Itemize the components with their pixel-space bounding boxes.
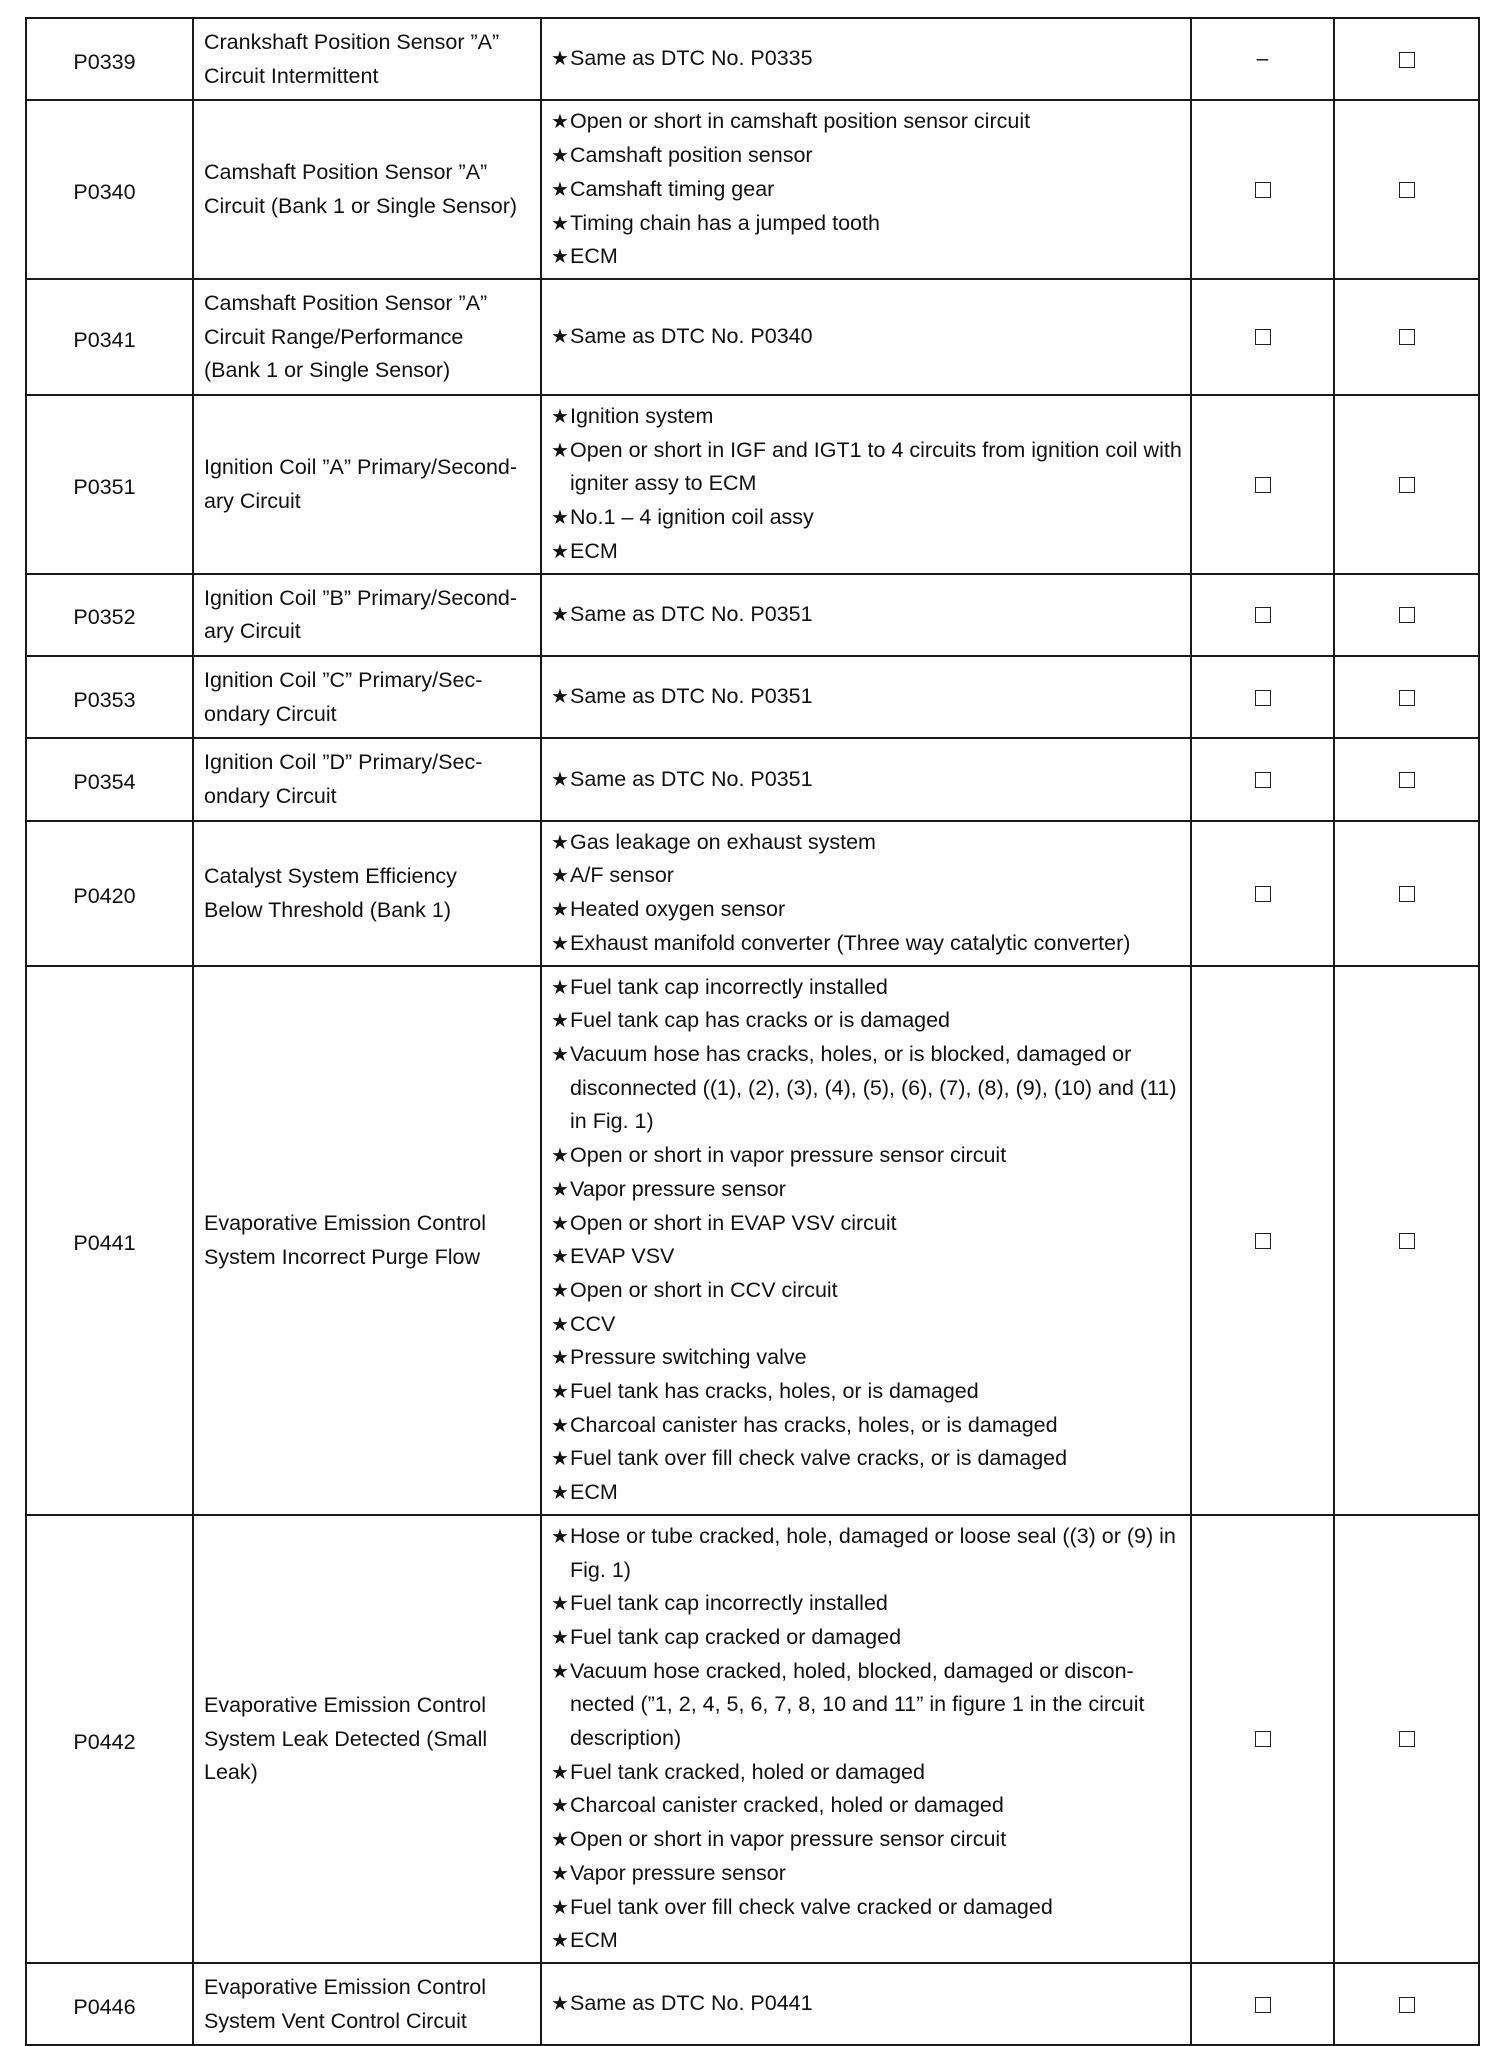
trouble-area-item [551,927,1182,961]
checkbox-icon [1399,477,1415,493]
trouble-area-text: ECM [570,244,618,269]
detection-item [193,100,541,279]
trouble-area-text: Ignition system [570,404,714,429]
dtc-code: P0441 [26,966,193,1515]
detection-item-line: System Leak Detected (Small [204,1726,488,1751]
trouble-area-text: Fuel tank cap cracked or damaged [570,1624,902,1649]
trouble-area-text: Heated oxygen sensor [570,897,786,922]
trouble-area-text: Fuel tank cracked, holed or damaged [570,1759,925,1784]
trouble-area-item [551,207,1182,241]
trouble-area-list [541,574,1191,656]
detection-item-line: Ignition Coil ”B” Primary/Second- [204,585,518,610]
star-bullet-icon: ★ [551,1993,569,2016]
trouble-area-item [551,1756,1182,1790]
star-bullet-icon: ★ [551,1862,569,1885]
dtc-row-p0352 [26,574,1479,656]
detection-item-line: Ignition Coil ”D” Primary/Sec- [204,750,483,775]
star-bullet-icon: ★ [551,1043,569,1066]
memory-cell [1334,279,1479,395]
trouble-area-list [541,395,1191,574]
star-bullet-icon: ★ [551,507,569,530]
star-bullet-icon: ★ [551,246,569,269]
star-bullet-icon: ★ [551,1930,569,1953]
star-bullet-icon: ★ [551,145,569,168]
star-bullet-icon: ★ [551,406,569,429]
star-bullet-icon: ★ [551,1178,569,1201]
trouble-area-item [551,1520,1182,1587]
detection-item-line: Evaporative Emission Control [204,1692,487,1717]
trouble-area-item [551,826,1182,860]
memory-cell [1334,100,1479,279]
trouble-area-text: Same as DTC No. P0340 [570,324,813,349]
trouble-area-item [551,400,1182,434]
dtc-row-p0351 [26,395,1479,574]
trouble-area-item [551,1655,1182,1756]
dtc-row-p0420 [26,821,1479,966]
trouble-area-text: Vapor pressure sensor [570,1176,786,1201]
star-bullet-icon: ★ [551,1414,569,1437]
dtc-code: P0351 [26,395,193,574]
checkbox-icon [1399,182,1415,198]
trouble-area-item [551,1240,1182,1274]
memory-cell [1334,574,1479,656]
detection-item-line: (Bank 1 or Single Sensor) [204,358,451,383]
trouble-area-text: Same as DTC No. P0335 [570,46,813,71]
mil-cell [1191,1515,1334,1963]
mil-cell [1191,18,1334,100]
star-bullet-icon: ★ [551,1279,569,1302]
dash-icon: – [1256,47,1269,71]
checkbox-icon [1399,772,1415,788]
trouble-area-text: Open or short in vapor pressure sensor circuit [570,1827,1007,1852]
star-bullet-icon: ★ [551,1660,569,1683]
trouble-area-list [541,279,1191,395]
trouble-area-item [551,1207,1182,1241]
star-bullet-icon: ★ [551,831,569,854]
detection-item [193,656,541,738]
detection-item [193,821,541,966]
trouble-area-item [551,434,1182,501]
trouble-area-text: Hose or tube cracked, hole, damaged or loose seal ((3) or (9) in Fig. 1) [570,1523,1176,1582]
memory-cell [1334,395,1479,574]
star-bullet-icon: ★ [551,1593,569,1616]
detection-item-line: Circuit Intermittent [204,63,379,88]
checkbox-icon [1255,1997,1271,2013]
dtc-code: P0442 [26,1515,193,1963]
mil-cell [1191,656,1334,738]
trouble-area-item [551,1139,1182,1173]
star-bullet-icon: ★ [551,1525,569,1548]
detection-item-line: ondary Circuit [204,701,337,726]
checkbox-icon [1399,1731,1415,1747]
trouble-area-item [551,320,1182,354]
detection-item-line: Below Threshold (Bank 1) [204,897,451,922]
memory-cell [1334,738,1479,820]
detection-item-line: Catalyst System Efficiency [204,863,457,888]
star-bullet-icon: ★ [551,48,569,71]
checkbox-icon [1399,607,1415,623]
star-bullet-icon: ★ [551,1246,569,1269]
dtc-code: P0341 [26,279,193,395]
trouble-area-item [551,1341,1182,1375]
trouble-area-text: Fuel tank over fill check valve cracks, or is damaged [570,1446,1068,1471]
trouble-area-text: Vapor pressure sensor [570,1860,786,1885]
star-bullet-icon: ★ [551,178,569,201]
mil-cell [1191,738,1334,820]
dtc-code: P0353 [26,656,193,738]
memory-cell [1334,18,1479,100]
trouble-area-item [551,1308,1182,1342]
trouble-area-item [551,1004,1182,1038]
star-bullet-icon: ★ [551,1212,569,1235]
star-bullet-icon: ★ [551,603,569,626]
trouble-area-item [551,1442,1182,1476]
detection-item [193,1963,541,2045]
trouble-area-text: Fuel tank has cracks, holes, or is damaged [570,1379,979,1404]
checkbox-icon [1399,329,1415,345]
trouble-area-list [541,1963,1191,2045]
star-bullet-icon: ★ [551,1347,569,1370]
detection-item [193,966,541,1515]
trouble-area-text: No.1 – 4 ignition coil assy [570,505,814,530]
detection-item-line: Camshaft Position Sensor ”A” [204,290,488,315]
checkbox-icon [1399,1997,1415,2013]
checkbox-icon [1255,886,1271,902]
trouble-area-list [541,966,1191,1515]
memory-cell [1334,1515,1479,1963]
checkbox-icon [1255,329,1271,345]
trouble-area-text: Charcoal canister cracked, holed or damaged [570,1793,1004,1818]
trouble-area-item [551,1924,1182,1958]
trouble-area-list [541,100,1191,279]
trouble-area-text: Open or short in IGF and IGT1 to 4 circuits from ignition coil with igniter assy to ECM [570,437,1182,496]
mil-cell [1191,574,1334,656]
trouble-area-text: Camshaft timing gear [570,176,775,201]
star-bullet-icon: ★ [551,1145,569,1168]
dtc-code: P0420 [26,821,193,966]
star-bullet-icon: ★ [551,686,569,709]
checkbox-icon [1399,1233,1415,1249]
trouble-area-text: Gas leakage on exhaust system [570,829,876,854]
trouble-area-text: Open or short in camshaft position sensor circuit [570,109,1031,134]
checkbox-icon [1255,772,1271,788]
star-bullet-icon: ★ [551,932,569,955]
trouble-area-text: Fuel tank cap has cracks or is damaged [570,1008,951,1033]
trouble-area-text: Open or short in EVAP VSV circuit [570,1210,897,1235]
trouble-area-item [551,1409,1182,1443]
dtc-code: P0354 [26,738,193,820]
detection-item-line: System Incorrect Purge Flow [204,1244,481,1269]
star-bullet-icon: ★ [551,1896,569,1919]
trouble-area-text: ECM [570,538,618,563]
detection-item-line: Evaporative Emission Control [204,1974,487,1999]
mil-cell [1191,966,1334,1515]
star-bullet-icon: ★ [551,1381,569,1404]
trouble-area-item [551,763,1182,797]
checkbox-icon [1255,1731,1271,1747]
checkbox-icon [1255,1233,1271,1249]
detection-item-line: ondary Circuit [204,784,337,809]
star-bullet-icon: ★ [551,1829,569,1852]
trouble-area-list [541,18,1191,100]
checkbox-icon [1399,886,1415,902]
trouble-area-text: ECM [570,1480,618,1505]
trouble-area-item [551,240,1182,274]
star-bullet-icon: ★ [551,1482,569,1505]
mil-cell [1191,821,1334,966]
trouble-area-item [551,1857,1182,1891]
dtc-table-body [26,18,1479,2045]
trouble-area-text: Open or short in vapor pressure sensor circuit [570,1143,1007,1168]
trouble-area-item [551,1789,1182,1823]
dtc-table [25,17,1480,2046]
trouble-area-text: ECM [570,1928,618,1953]
checkbox-icon [1255,607,1271,623]
detection-item [193,1515,541,1963]
star-bullet-icon: ★ [551,768,569,791]
trouble-area-text: Fuel tank cap incorrectly installed [570,974,888,999]
detection-item-line: Crankshaft Position Sensor ”A” [204,30,500,54]
detection-item-line: Camshaft Position Sensor ”A” [204,160,488,185]
star-bullet-icon: ★ [551,976,569,999]
trouble-area-item [551,1274,1182,1308]
detection-item [193,18,541,100]
trouble-area-item [551,1038,1182,1139]
mil-cell [1191,279,1334,395]
detection-item [193,279,541,395]
mil-cell [1191,1963,1334,2045]
trouble-area-list [541,1515,1191,1963]
dtc-row-p0340 [26,100,1479,279]
trouble-area-text: Same as DTC No. P0351 [570,766,813,791]
detection-item-line: Leak) [204,1760,258,1785]
trouble-area-text: Exhaust manifold converter (Three way catalytic converter) [570,930,1131,955]
trouble-area-text: Fuel tank cap incorrectly installed [570,1591,888,1616]
star-bullet-icon: ★ [551,540,569,563]
trouble-area-item [551,598,1182,632]
detection-item-line: Ignition Coil ”A” Primary/Second- [204,455,518,480]
trouble-area-item [551,1891,1182,1925]
dtc-row-p0353 [26,656,1479,738]
trouble-area-item [551,1173,1182,1207]
dtc-row-p0354 [26,738,1479,820]
detection-item-line: System Vent Control Circuit [204,2008,467,2033]
detection-item [193,395,541,574]
star-bullet-icon: ★ [551,1010,569,1033]
trouble-area-text: EVAP VSV [570,1244,675,1269]
star-bullet-icon: ★ [551,326,569,349]
star-bullet-icon: ★ [551,439,569,462]
trouble-area-item [551,1823,1182,1857]
star-bullet-icon: ★ [551,899,569,922]
detection-item-line: Ignition Coil ”C” Primary/Sec- [204,667,483,692]
dtc-row-p0341 [26,279,1479,395]
star-bullet-icon: ★ [551,1761,569,1784]
trouble-area-text: CCV [570,1311,616,1336]
detection-item [193,574,541,656]
trouble-area-text: Open or short in CCV circuit [570,1277,838,1302]
detection-item-line: ary Circuit [204,619,301,644]
trouble-area-text: Charcoal canister has cracks, holes, or is damaged [570,1412,1058,1437]
detection-item-line: Circuit Range/Performance [204,324,464,349]
checkbox-icon [1399,690,1415,706]
trouble-area-list [541,656,1191,738]
star-bullet-icon: ★ [551,1795,569,1818]
trouble-area-item [551,42,1182,76]
trouble-area-text: Same as DTC No. P0351 [570,684,813,709]
trouble-area-text: Timing chain has a jumped tooth [570,210,880,235]
mil-cell [1191,395,1334,574]
trouble-area-text: Vacuum hose has cracks, holes, or is blocked, damaged or disconnected ((1), (2), (3), (4), (5), (6), (7), (8), (9), (10) and (11) in Fig. 1) [570,1041,1177,1134]
memory-cell [1334,966,1479,1515]
checkbox-icon [1399,52,1415,68]
trouble-area-item [551,1621,1182,1655]
mil-cell [1191,100,1334,279]
memory-cell [1334,656,1479,738]
trouble-area-text: Same as DTC No. P0441 [570,1991,813,2016]
trouble-area-item [551,1476,1182,1510]
trouble-area-list [541,738,1191,820]
trouble-area-item [551,1375,1182,1409]
star-bullet-icon: ★ [551,111,569,134]
trouble-area-text: Same as DTC No. P0351 [570,601,813,626]
star-bullet-icon: ★ [551,212,569,235]
memory-cell [1334,1963,1479,2045]
trouble-area-item [551,680,1182,714]
checkbox-icon [1255,690,1271,706]
detection-item-line: Circuit (Bank 1 or Single Sensor) [204,194,518,219]
detection-item-line: Evaporative Emission Control [204,1211,487,1235]
trouble-area-item [551,173,1182,207]
trouble-area-text: Pressure switching valve [570,1345,807,1370]
star-bullet-icon: ★ [551,1313,569,1336]
trouble-area-text: Vacuum hose cracked, holed, blocked, damaged or discon-nected (”1, 2, 4, 5, 6, 7, 8, 10 and 11” in figure 1 in the circuit description) [570,1658,1145,1751]
checkbox-icon [1255,477,1271,493]
trouble-area-item [551,1587,1182,1621]
trouble-area-item [551,535,1182,569]
checkbox-icon [1255,182,1271,198]
dtc-row-p0339 [26,18,1479,100]
trouble-area-text: A/F sensor [570,863,674,888]
trouble-area-item [551,893,1182,927]
trouble-area-item [551,105,1182,139]
memory-cell [1334,821,1479,966]
star-bullet-icon: ★ [551,865,569,888]
dtc-code: P0352 [26,574,193,656]
dtc-row-p0441 [26,966,1479,1515]
trouble-area-list [541,821,1191,966]
detection-item-line: ary Circuit [204,488,301,513]
star-bullet-icon: ★ [551,1626,569,1649]
star-bullet-icon: ★ [551,1448,569,1471]
trouble-area-item [551,501,1182,535]
dtc-row-p0446 [26,1963,1479,2045]
trouble-area-item [551,859,1182,893]
dtc-row-p0442 [26,1515,1479,1963]
dtc-code: P0446 [26,1963,193,2045]
trouble-area-text: Camshaft position sensor [570,143,813,168]
dtc-code: P0339 [26,18,193,100]
trouble-area-text: Fuel tank over fill check valve cracked or damaged [570,1894,1053,1919]
dtc-code: P0340 [26,100,193,279]
trouble-area-item [551,971,1182,1005]
trouble-area-item [551,139,1182,173]
detection-item [193,738,541,820]
